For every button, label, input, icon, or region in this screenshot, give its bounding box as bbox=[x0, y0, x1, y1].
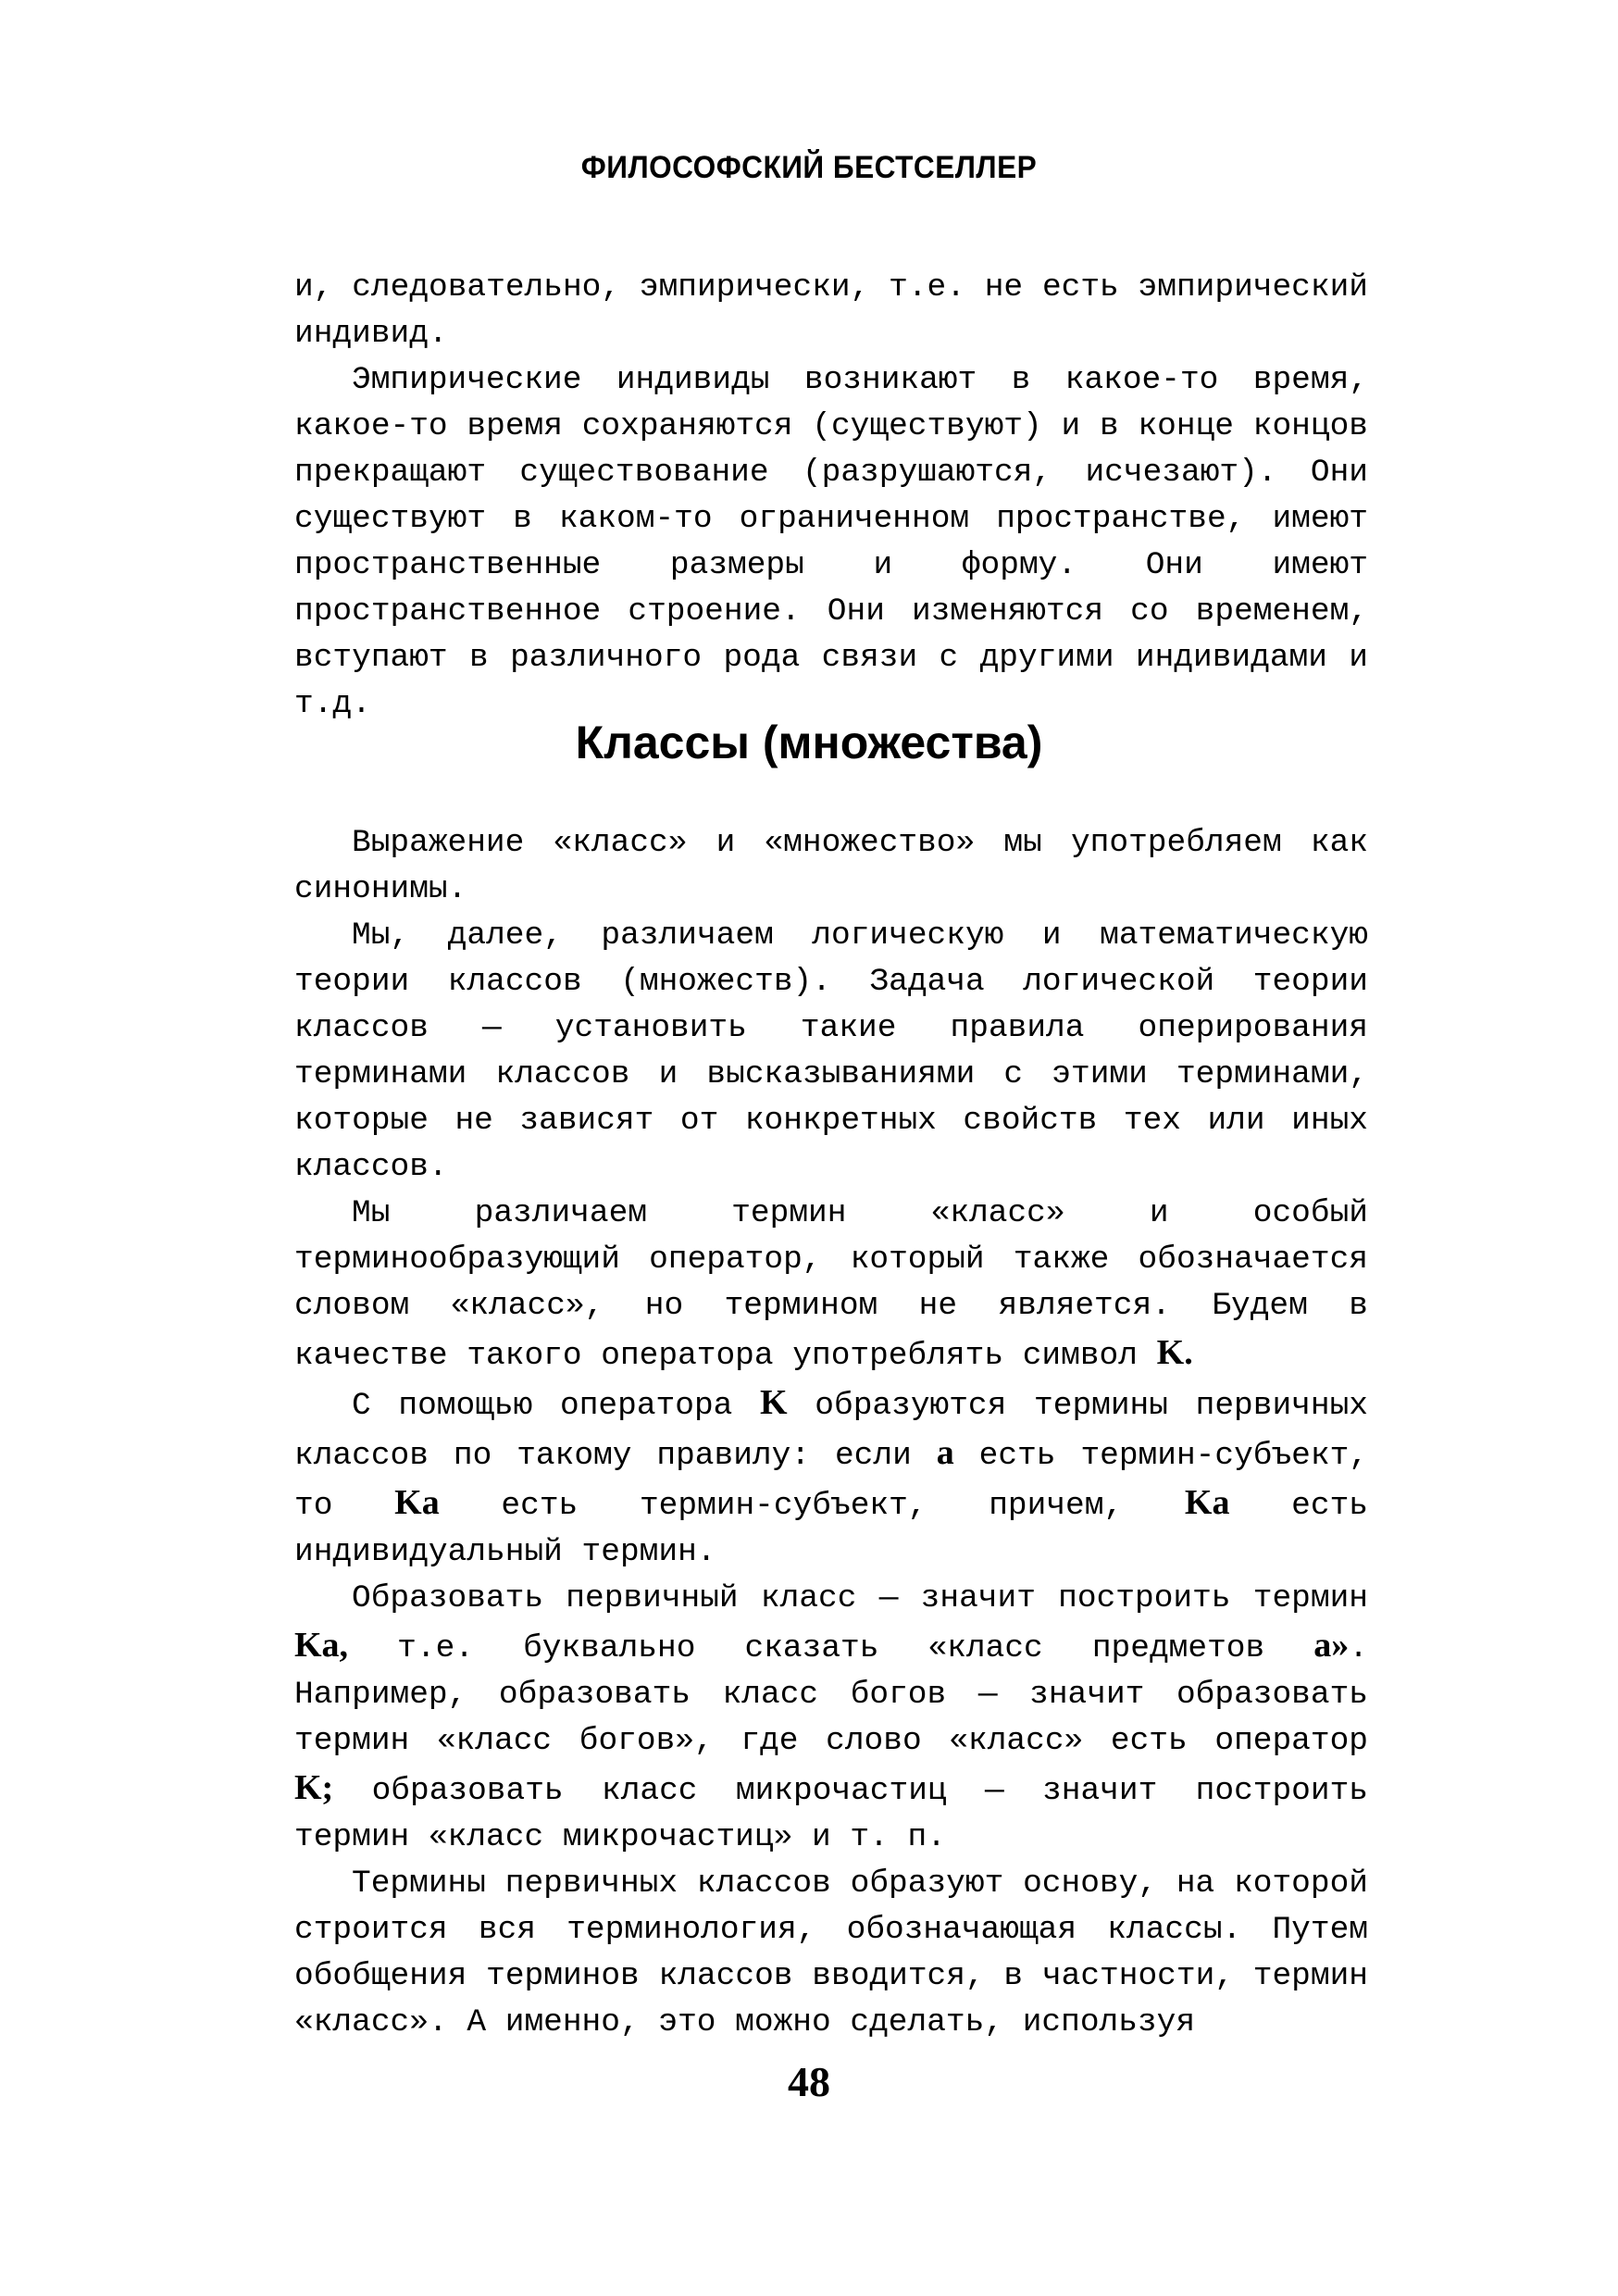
paragraph-individuals: Эмпирические индивиды возникают в какое-то время, какое-то время сохраняются (существуют) и в конце концов прекращают существование (разрушаются, исчезают). Они существуют в каком-то ограниченном пространстве, имеют пространственные размеры и форму. Они имеют пространственное строение. Они изменяются со временем, вступают в различного рода связи с другими индивидами и т.д. bbox=[294, 362, 1368, 722]
paragraph-form bbox=[294, 1576, 1368, 1861]
rule-symbol-2: a bbox=[936, 1433, 954, 1472]
paragraph-rule bbox=[294, 1379, 1368, 1576]
rule-symbol-4: Ka bbox=[1184, 1483, 1230, 1522]
form-symbol-1: Ka, bbox=[294, 1626, 349, 1665]
form-text-2: т.е. буквально сказать «класс предметов bbox=[348, 1630, 1314, 1666]
rule-text-4: есть термин-субъект, причем, bbox=[439, 1488, 1185, 1524]
main-text-block bbox=[294, 820, 1368, 2046]
paragraph-operator bbox=[294, 1191, 1368, 1379]
paragraph-theories: Мы, далее, различаем логическую и математическую теории классов (множеств). Задача логической теории классов — установить такие правила оперирования терминами классов и высказываниями с этими терминами, которые не зависят от конкретных свойств тех или иных классов. bbox=[294, 917, 1368, 1185]
top-text-block bbox=[294, 265, 1368, 728]
rule-text-3: есть термин-субъект, то bbox=[294, 1438, 1368, 1524]
form-text-1: Образовать первичный класс — значит построить термин bbox=[352, 1580, 1368, 1616]
rule-text-5: есть индивидуальный термин. bbox=[294, 1488, 1368, 1570]
rule-text-1: С помощью оператора bbox=[352, 1388, 761, 1424]
paragraph-basis: Термины первичных классов образуют основу, на которой строится вся терминология, обозначающая классы. Путем обобщения терминов классов вводится, в частности, термин «класс». А именно, это можно сделать, используя bbox=[294, 1866, 1368, 2040]
continued-paragraph: и, следовательно, эмпирически, т.е. не есть эмпирический индивид. bbox=[294, 269, 1368, 352]
operator-symbol: K. bbox=[1156, 1333, 1193, 1372]
page-number: 48 bbox=[788, 2058, 830, 2105]
operator-text: Мы различаем термин «класс» и особый терминообразующий оператор, который также обозначается словом «класс», но термином не является. Будем в качестве такого оператора употреблять символ bbox=[294, 1195, 1368, 1374]
paragraph-synonyms: Выражение «класс» и «множество» мы употребляем как синонимы. bbox=[294, 825, 1368, 907]
form-symbol-2: a» bbox=[1313, 1626, 1350, 1665]
section-heading: Классы (множества) bbox=[575, 717, 1043, 768]
form-text-4: образовать класс микрочастиц — значит построить термин «класс микрочастиц» и т. п. bbox=[294, 1773, 1368, 1855]
rule-symbol-1: K bbox=[760, 1383, 788, 1422]
running-head: ФИЛОСОФСКИЙ БЕСТСЕЛЛЕР bbox=[580, 150, 1038, 185]
rule-symbol-3: Ka bbox=[394, 1483, 440, 1522]
form-symbol-3: K; bbox=[294, 1768, 334, 1807]
rule-text-2: образуются термины первичных классов по такому правилу: если bbox=[294, 1388, 1368, 1474]
form-text-3: . Например, образовать класс богов — значит образовать термин «класс богов», где слово «класс» есть оператор bbox=[294, 1630, 1368, 1759]
